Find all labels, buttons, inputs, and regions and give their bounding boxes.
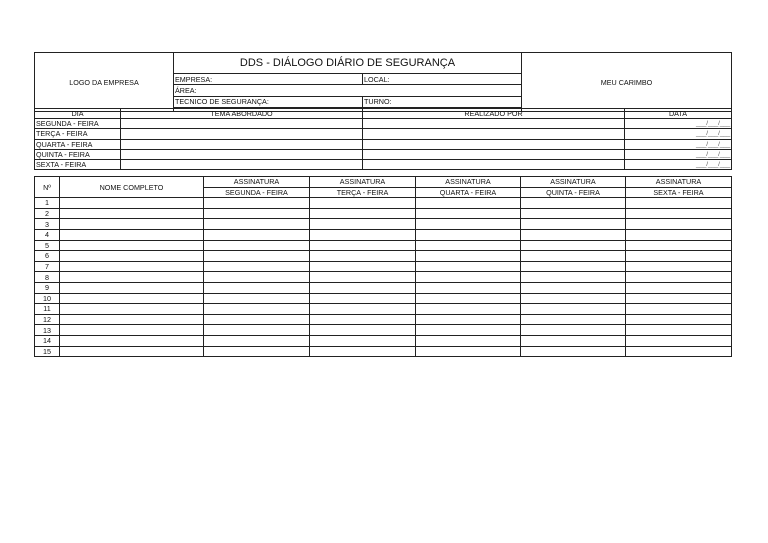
signature-cell[interactable] (626, 314, 732, 325)
signature-cell[interactable] (416, 219, 521, 230)
sig-header: ASSINATURA (204, 177, 310, 188)
signature-cell[interactable] (310, 282, 416, 293)
signature-cell[interactable] (310, 325, 416, 336)
name-cell[interactable] (60, 335, 204, 346)
name-cell[interactable] (60, 219, 204, 230)
sig-day-header: TERÇA - FEIRA (310, 187, 416, 198)
signature-cell[interactable] (204, 208, 310, 219)
attendance-row (35, 208, 732, 219)
schedule-row (35, 119, 732, 129)
attendance-row (35, 272, 732, 283)
signature-cell[interactable] (416, 346, 521, 357)
signature-cell[interactable] (310, 293, 416, 304)
signature-cell[interactable] (310, 208, 416, 219)
signature-cell[interactable] (204, 272, 310, 283)
name-cell[interactable] (60, 261, 204, 272)
name-cell[interactable] (60, 198, 204, 209)
row-number: 10 (35, 293, 60, 304)
signature-cell[interactable] (416, 335, 521, 346)
col-name-header: NOME COMPLETO (60, 177, 204, 198)
signature-cell[interactable] (310, 240, 416, 251)
signature-cell[interactable] (204, 282, 310, 293)
attendance-row (35, 325, 732, 336)
name-cell[interactable] (60, 304, 204, 315)
name-cell[interactable] (60, 251, 204, 262)
signature-cell[interactable] (626, 251, 732, 262)
sig-header: ASSINATURA (310, 177, 416, 188)
date-cell[interactable]: ___/___/___ (625, 159, 732, 169)
name-cell[interactable] (60, 229, 204, 240)
signature-cell[interactable] (416, 229, 521, 240)
signature-cell[interactable] (521, 314, 626, 325)
attendance-row (35, 261, 732, 272)
sig-header: ASSINATURA (626, 177, 732, 188)
name-cell[interactable] (60, 240, 204, 251)
signature-cell[interactable] (521, 229, 626, 240)
row-number: 6 (35, 251, 60, 262)
empresa-field[interactable]: EMPRESA: (174, 74, 363, 85)
row-number: 5 (35, 240, 60, 251)
signature-cell[interactable] (204, 293, 310, 304)
date-cell[interactable]: ___/___/___ (625, 149, 732, 159)
sig-day-header: QUINTA - FEIRA (521, 187, 626, 198)
row-number: 15 (35, 346, 60, 357)
signature-cell[interactable] (416, 272, 521, 283)
local-field[interactable]: LOCAL: (363, 74, 522, 85)
signature-cell[interactable] (416, 293, 521, 304)
name-cell[interactable] (60, 272, 204, 283)
attendance-row (35, 282, 732, 293)
realizado-cell[interactable] (363, 159, 625, 169)
col-tema-header: TEMA ABORDADO (121, 109, 363, 119)
sig-day-header: SEGUNDA - FEIRA (204, 187, 310, 198)
signature-cell[interactable] (204, 261, 310, 272)
signature-cell[interactable] (521, 272, 626, 283)
signature-cell[interactable] (521, 304, 626, 315)
attendance-row (35, 198, 732, 209)
name-cell[interactable] (60, 346, 204, 357)
date-cell[interactable]: ___/___/___ (625, 139, 732, 149)
signature-cell[interactable] (521, 219, 626, 230)
col-dia-header: DIA (35, 109, 121, 119)
signature-cell[interactable] (626, 346, 732, 357)
form-title: DDS - DIÁLOGO DIÁRIO DE SEGURANÇA (174, 53, 522, 74)
realizado-cell[interactable] (363, 129, 625, 139)
signature-cell[interactable] (416, 261, 521, 272)
signature-cell[interactable] (521, 251, 626, 262)
signature-cell[interactable] (310, 346, 416, 357)
signature-cell[interactable] (521, 293, 626, 304)
signature-cell[interactable] (626, 272, 732, 283)
signature-cell[interactable] (310, 198, 416, 209)
attendance-row (35, 251, 732, 262)
signature-cell[interactable] (521, 208, 626, 219)
sig-header: ASSINATURA (416, 177, 521, 188)
date-cell[interactable]: ___/___/___ (625, 119, 732, 129)
tema-cell[interactable] (121, 119, 363, 129)
signature-cell[interactable] (204, 304, 310, 315)
signature-cell[interactable] (416, 325, 521, 336)
tema-cell[interactable] (121, 149, 363, 159)
row-number: 2 (35, 208, 60, 219)
col-num-header: Nº (35, 177, 60, 198)
signature-cell[interactable] (416, 314, 521, 325)
name-cell[interactable] (60, 293, 204, 304)
schedule-row (35, 139, 732, 149)
signature-cell[interactable] (204, 346, 310, 357)
signature-cell[interactable] (416, 208, 521, 219)
signature-cell[interactable] (416, 198, 521, 209)
signature-cell[interactable] (310, 314, 416, 325)
day-label: SEXTA - FEIRA (35, 159, 121, 169)
signature-cell[interactable] (626, 219, 732, 230)
signature-cell[interactable] (416, 251, 521, 262)
signature-cell[interactable] (310, 251, 416, 262)
row-number: 1 (35, 198, 60, 209)
date-cell[interactable]: ___/___/___ (625, 129, 732, 139)
sig-header: ASSINATURA (521, 177, 626, 188)
row-number: 11 (35, 304, 60, 315)
row-number: 8 (35, 272, 60, 283)
schedule-row (35, 129, 732, 139)
day-label: SEGUNDA - FEIRA (35, 119, 121, 129)
day-label: TERÇA - FEIRA (35, 129, 121, 139)
signature-cell[interactable] (310, 272, 416, 283)
header-table (34, 52, 732, 112)
row-number: 9 (35, 282, 60, 293)
name-cell[interactable] (60, 282, 204, 293)
name-cell[interactable] (60, 325, 204, 336)
row-number: 14 (35, 335, 60, 346)
signature-cell[interactable] (204, 335, 310, 346)
schedule-row (35, 159, 732, 169)
row-number: 4 (35, 229, 60, 240)
attendance-row (35, 346, 732, 357)
signature-cell[interactable] (521, 240, 626, 251)
signature-cell[interactable] (521, 282, 626, 293)
attendance-row (35, 314, 732, 325)
signature-cell[interactable] (626, 282, 732, 293)
signature-cell[interactable] (204, 325, 310, 336)
name-cell[interactable] (60, 314, 204, 325)
col-realizado-header: REALIZADO POR (363, 109, 625, 119)
signature-cell[interactable] (626, 325, 732, 336)
sig-day-header: QUARTA - FEIRA (416, 187, 521, 198)
realizado-cell[interactable] (363, 119, 625, 129)
signature-cell[interactable] (521, 261, 626, 272)
row-number: 13 (35, 325, 60, 336)
attendance-row (35, 304, 732, 315)
signature-cell[interactable] (310, 335, 416, 346)
signature-cell[interactable] (204, 240, 310, 251)
signature-cell[interactable] (626, 293, 732, 304)
row-number: 7 (35, 261, 60, 272)
row-number: 3 (35, 219, 60, 230)
signature-cell[interactable] (626, 229, 732, 240)
signature-cell[interactable] (626, 240, 732, 251)
attendance-row (35, 219, 732, 230)
signature-cell[interactable] (521, 346, 626, 357)
attendance-row (35, 293, 732, 304)
signature-cell[interactable] (204, 251, 310, 262)
schedule-table (34, 108, 732, 170)
sig-day-header: SEXTA - FEIRA (626, 187, 732, 198)
tema-cell[interactable] (121, 139, 363, 149)
signature-cell[interactable] (521, 198, 626, 209)
signature-cell[interactable] (310, 304, 416, 315)
turno-field[interactable]: TURNO: (363, 96, 522, 107)
realizado-cell[interactable] (363, 139, 625, 149)
attendance-row (35, 335, 732, 346)
attendance-row (35, 240, 732, 251)
tema-cell[interactable] (121, 129, 363, 139)
signature-cell[interactable] (204, 198, 310, 209)
signature-cell[interactable] (310, 261, 416, 272)
signature-cell[interactable] (626, 198, 732, 209)
attendance-body (35, 198, 732, 357)
tecnico-field[interactable]: TECNICO DE SEGURANÇA: (174, 96, 363, 107)
row-number: 12 (35, 314, 60, 325)
attendance-table (34, 176, 732, 357)
signature-cell[interactable] (416, 240, 521, 251)
area-field[interactable]: ÁREA: (174, 85, 522, 96)
stamp-placeholder: MEU CARIMBO (522, 53, 732, 112)
tema-cell[interactable] (121, 159, 363, 169)
signature-cell[interactable] (204, 219, 310, 230)
signature-cell[interactable] (310, 219, 416, 230)
signature-cell[interactable] (626, 208, 732, 219)
schedule-row (35, 149, 732, 159)
signature-cell[interactable] (626, 261, 732, 272)
signature-cell[interactable] (521, 335, 626, 346)
signature-cell[interactable] (204, 314, 310, 325)
signature-cell[interactable] (626, 335, 732, 346)
signature-cell[interactable] (416, 282, 521, 293)
signature-cell[interactable] (310, 229, 416, 240)
logo-placeholder: LOGO DA EMPRESA (35, 53, 174, 112)
col-data-header: DATA (625, 109, 732, 119)
signature-cell[interactable] (521, 325, 626, 336)
day-label: QUARTA - FEIRA (35, 139, 121, 149)
name-cell[interactable] (60, 208, 204, 219)
attendance-row (35, 229, 732, 240)
realizado-cell[interactable] (363, 149, 625, 159)
signature-cell[interactable] (416, 304, 521, 315)
signature-cell[interactable] (204, 229, 310, 240)
day-label: QUINTA - FEIRA (35, 149, 121, 159)
signature-cell[interactable] (626, 304, 732, 315)
